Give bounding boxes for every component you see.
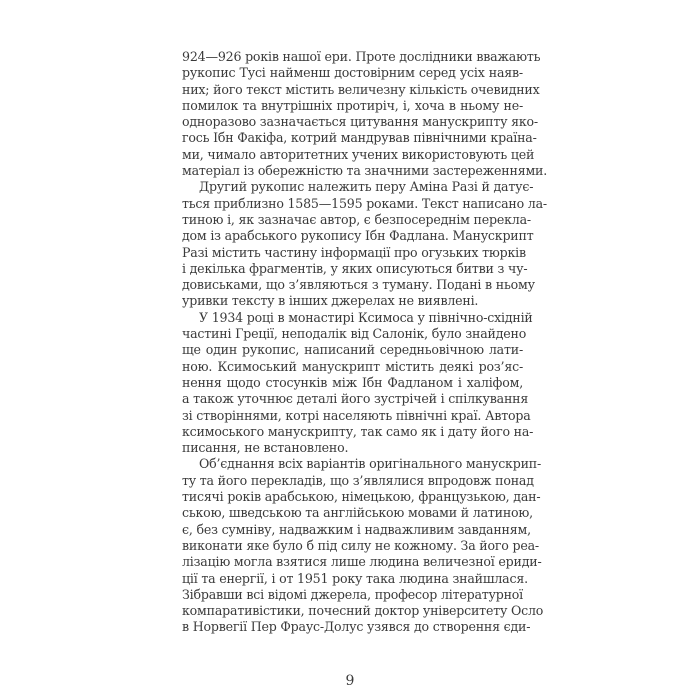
text-line: в Норвегії Пер Фраус-Долус узявся до створення єди-	[182, 619, 531, 635]
text-line: є, без сумніву, надважким і надважливим завданням,	[182, 521, 531, 537]
text-line: матеріал із обережністю та значними застереженнями.	[182, 163, 548, 179]
page-number: 9	[345, 673, 355, 689]
text-line: виконати яке було б під силу не кожному. За його реа-	[182, 537, 539, 553]
text-line: гось Ібн Факіфа, котрий мандрував північними країна-	[182, 130, 537, 146]
text-line: і декілька фрагментів, у яких описуються битви з чу-	[182, 260, 528, 276]
text-line: ми, чимало авторитетних учених використовують цей	[182, 146, 535, 162]
paragraph	[182, 309, 534, 457]
text-line: а також уточнює деталі його зустрічей і спілкування	[182, 391, 529, 407]
text-line: У 1934 році в монастирі Ксимоса у північно-східній	[199, 309, 533, 325]
text-line: дом із арабського рукопису Ібн Фадлана. Манускрипт	[182, 228, 534, 244]
text-line: тиною і, як зазначає автор, є безпосереднім перекла-	[182, 211, 531, 227]
text-line: компаративістики, почесний доктор університету Осло	[182, 603, 544, 619]
text-line: одноразово зазначається цитування манускрипту яко-	[182, 114, 538, 130]
text-line: ту та його перекладів, що з’являлися впродовж понад	[182, 472, 534, 488]
text-line: нення щодо стосунків між Ібн Фадланом і халіфом,	[182, 374, 523, 390]
text-line: лізацію могла взятися лише людина величезної ериди-	[182, 554, 542, 570]
paragraph	[182, 49, 548, 179]
text-line: ться приблизно 1585—1595 роками. Текст написано ла-	[182, 195, 547, 211]
text-line: Разі містить частину інформації про огузьких тюрків	[182, 244, 526, 260]
text-line: ною. Ксимоський манускрипт містить деякі роз’яс-	[182, 358, 523, 374]
text-line: 924—926 років нашої ери. Проте дослідники вважають	[182, 49, 541, 64]
text-line: писання, не встановлено.	[182, 440, 349, 456]
text-line: Другий рукопис належить перу Аміна Разі й датує-	[199, 179, 534, 195]
text-line: довиськами, що з’являються з туману. Подані в ньому	[182, 277, 535, 293]
text-line: них; його текст містить величезну кількість очевидних	[182, 81, 540, 97]
text-line: тисячі років арабською, німецькою, французькою, дан-	[182, 489, 541, 505]
paragraph	[182, 456, 544, 635]
text-line: ще один рукопис, написаний середньовічною лати-	[182, 342, 523, 358]
text-line: помилок та внутрішніх протиріч, і, хоча в ньому не-	[182, 97, 523, 113]
text-line: рукопис Тусі найменш достовірним серед усіх наяв-	[182, 65, 523, 81]
paragraph	[182, 179, 547, 309]
body-text	[182, 49, 548, 636]
text-line: ції та енергії, і от 1951 року така людина знайшлася.	[182, 570, 528, 586]
text-line: Об’єднання всіх варіантів оригінального манускрип-	[199, 456, 542, 472]
text-line: ською, шведською та англійською мовами й латиною,	[182, 505, 533, 521]
text-line: Зібравши всі відомі джерела, професор літературної	[182, 586, 524, 602]
text-line: ксимоського манускрипту, так само як і дату його на-	[182, 423, 534, 439]
text-line: частині Греції, неподалік від Салонік, було знайдено	[182, 326, 527, 342]
text-line: зі створіннями, котрі населяють північні краї. Автора	[182, 407, 531, 423]
text-line: уривки тексту в інших джерелах не виявлені.	[182, 293, 479, 309]
